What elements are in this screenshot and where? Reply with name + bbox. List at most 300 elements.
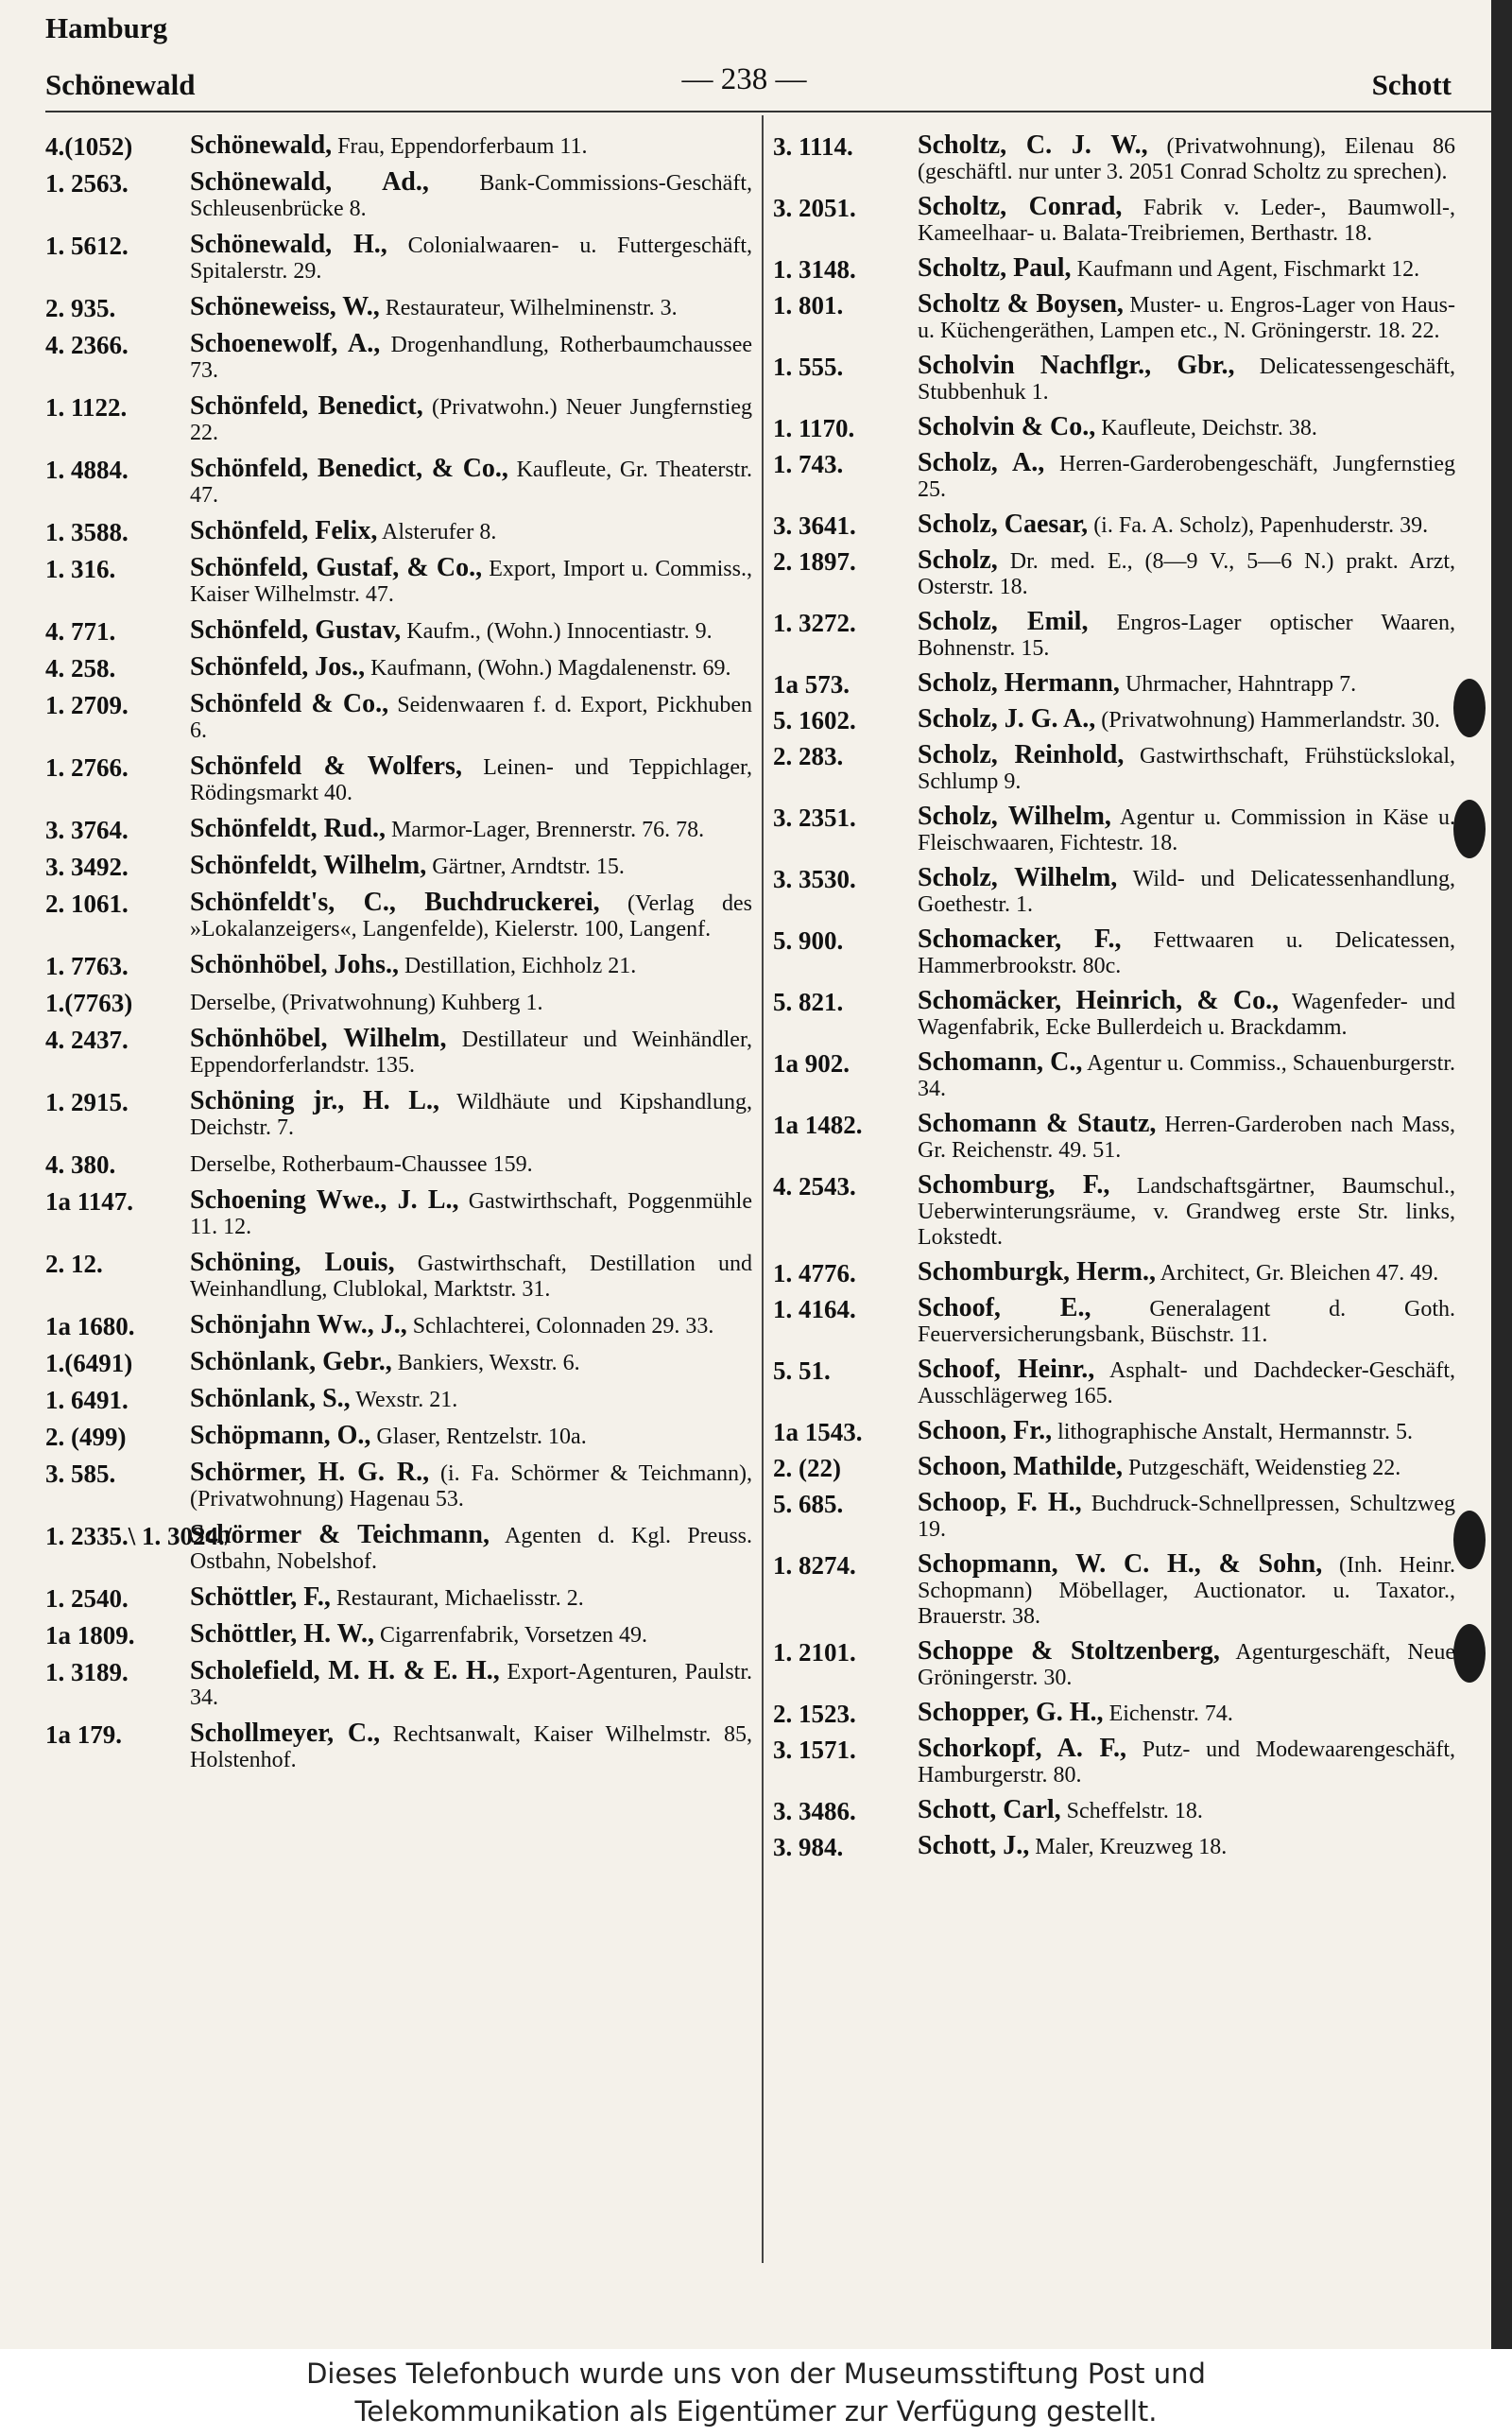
footer-line: Dieses Telefonbuch wurde uns von der Museumsstiftung Post und: [306, 2358, 1206, 2390]
phone-number: 2. 1061.: [45, 890, 129, 918]
subscriber-details: Gärtner, Arndtstr. 15.: [432, 855, 625, 879]
subscriber-name: Schönfeldt, Wilhelm,: [190, 851, 427, 880]
phone-number: 1a 902.: [773, 1049, 850, 1078]
entry-text: [918, 670, 1455, 698]
directory-entry: [773, 1551, 1455, 1630]
phone-number: 3. 3641.: [773, 511, 856, 540]
subscriber-details: Buchdruck-Schnellpressen, Schultzweg 19.: [918, 1492, 1455, 1542]
entry-text: [918, 132, 1455, 185]
entry-text: [190, 1026, 752, 1079]
entry-text: [190, 989, 752, 1016]
phone-number: 1. 2540.: [45, 1584, 129, 1613]
subscriber-details: Putzgeschäft, Weidenstieg 22.: [1128, 1456, 1401, 1480]
phone-number: 1. 4884.: [45, 456, 129, 484]
subscriber-details: (Verlag des »Lokalanzeigers«, Langenfelde), Kielerstr. 100, Langenf.: [190, 891, 752, 942]
phone-number: 5. 685.: [773, 1490, 844, 1518]
directory-entry: [773, 1295, 1455, 1348]
directory-entry: [45, 169, 752, 222]
phone-number: 2. 935.: [45, 294, 116, 322]
subscriber-name: Scholz,: [918, 545, 998, 575]
subscriber-name: Schönhöbel, Wilhelm,: [190, 1024, 447, 1053]
subscriber-name: Schorkopf, A. F.,: [918, 1734, 1127, 1763]
subscriber-name: Schomann & Stautz,: [918, 1109, 1157, 1138]
phone-number: 4. 771.: [45, 617, 116, 646]
subscriber-details: Dr. med. E., (8—9 V., 5—6 N.) prakt. Arzt, Osterstr. 18.: [918, 549, 1456, 599]
subscriber-name: Schönhöbel, Johs.,: [190, 950, 399, 979]
subscriber-details: Destillation, Eichholz 21.: [404, 954, 637, 978]
phone-number: 3. 3492.: [45, 853, 129, 881]
phone-number: 1. 1122.: [45, 393, 128, 422]
phone-number: 1. 4164.: [773, 1295, 856, 1323]
entry-text: [190, 753, 752, 806]
directory-entry: [773, 609, 1455, 662]
subscriber-name: Schönlank, Gebr.,: [190, 1347, 392, 1376]
phone-number: 1. 316.: [45, 555, 116, 583]
entry-text: [918, 291, 1455, 344]
directory-entry: [773, 803, 1455, 856]
column-divider: [762, 115, 764, 2263]
directory-entry: [773, 1736, 1455, 1788]
directory-entry: [773, 1833, 1455, 1860]
entry-text: [918, 1797, 1455, 1824]
phone-number: 1a 179.: [45, 1720, 122, 1749]
subscriber-details: Eichenstr. 74.: [1108, 1702, 1233, 1726]
subscriber-details: Restaurateur, Wilhelminenstr. 3.: [385, 296, 678, 320]
phone-number: 4. 2437.: [45, 1026, 129, 1054]
phone-number: 4.(1052): [45, 132, 133, 161]
entry-text: [918, 1111, 1455, 1164]
directory-entry: [45, 1349, 752, 1376]
entry-text: [190, 456, 752, 509]
directory-entry: [773, 353, 1455, 406]
entry-text: [918, 865, 1455, 918]
entry-text: [918, 1259, 1455, 1287]
entry-text: [190, 132, 752, 160]
phone-number: 1. 2915.: [45, 1088, 129, 1116]
phone-number: 1. 3148.: [773, 255, 856, 284]
directory-entry: [45, 1584, 752, 1612]
directory-entry: [45, 555, 752, 608]
entry-text: [190, 1088, 752, 1141]
subscriber-details: Agentur u. Commiss., Schauenburgerstr. 34.: [918, 1051, 1455, 1101]
phone-number: 1a 1482.: [773, 1111, 863, 1139]
directory-entry: [45, 331, 752, 384]
directory-entry: [45, 1250, 752, 1303]
right-column: [773, 132, 1455, 1869]
subscriber-name: Scholtz, C. J. W.,: [918, 130, 1148, 160]
ink-blot: [1453, 679, 1486, 737]
entry-text: [918, 1833, 1455, 1860]
ink-blot: [1453, 800, 1486, 858]
subscriber-details: Leinen- und Teppichlager, Rödingsmarkt 40.: [190, 755, 752, 805]
entry-text: [190, 1187, 752, 1240]
directory-entry: [45, 989, 752, 1016]
subscriber-name: Schöttler, H. W.,: [190, 1619, 374, 1649]
phone-number: 3. 2351.: [773, 803, 856, 832]
subscriber-details: Herren-Garderobengeschäft, Jungfernstieg 25.: [918, 452, 1455, 502]
entry-text: [190, 1349, 752, 1376]
subscriber-name: Scholz, Hermann,: [918, 668, 1120, 698]
phone-number: 3. 984.: [773, 1833, 844, 1861]
phone-number: 5. 1602.: [773, 706, 856, 734]
subscriber-name: Scholz, Reinhold,: [918, 740, 1125, 769]
phone-number: 1a 1147.: [45, 1187, 134, 1216]
subscriber-name: Schönewald, Ad.,: [190, 167, 429, 197]
directory-entry: [773, 742, 1455, 795]
phone-number: 1. 5612.: [45, 232, 129, 260]
entry-text: [190, 1621, 752, 1649]
entry-text: [918, 1700, 1455, 1727]
footer-line: Telekommunikation als Eigentümer zur Verfügung gestellt.: [354, 2395, 1158, 2427]
directory-entry: [45, 1312, 752, 1339]
subscriber-details: (Inh. Heinr. Schopmann) Möbellager, Auctionator. u. Taxator., Brauerstr. 38.: [918, 1553, 1456, 1629]
phone-number: 2. 1897.: [773, 547, 856, 576]
subscriber-details: Gastwirthschaft, Frühstückslokal, Schlump 9.: [918, 744, 1455, 794]
subscriber-name: Scholz, Wilhelm,: [918, 863, 1118, 892]
directory-entry: [773, 1490, 1455, 1543]
subscriber-name: Schönfeld & Co.,: [190, 689, 389, 718]
subscriber-details: Export, Import u. Commiss., Kaiser Wilhelmstr. 47.: [190, 557, 752, 607]
subscriber-details: Uhrmacher, Hahntrapp 7.: [1125, 672, 1357, 697]
subscriber-details: (Privatwohn.) Neuer Jungfernstieg 22.: [190, 395, 753, 445]
subscriber-details: Kaufleute, Gr. Theaterstr. 47.: [190, 458, 753, 508]
phone-number: 1. 2709.: [45, 691, 129, 719]
subscriber-details: Generalagent d. Goth. Feuerversicherungsbank, Büschstr. 11.: [918, 1297, 1455, 1347]
entry-text: [190, 952, 752, 979]
subscriber-details: Agenturgeschäft, Neue Gröningerstr. 30.: [918, 1640, 1455, 1690]
subscriber-name: Schöttler, F.,: [190, 1582, 331, 1612]
entry-text: [190, 816, 752, 843]
subscriber-name: Schoenewolf, A.,: [190, 329, 381, 358]
subscriber-details: (Privatwohnung) Hammerlandstr. 30.: [1101, 708, 1440, 733]
subscriber-name: Schönfeldt, Rud.,: [190, 814, 386, 843]
subscriber-details: Seidenwaaren f. d. Export, Pickhuben 6.: [190, 693, 753, 743]
subscriber-details: Bankiers, Wexstr. 6.: [397, 1351, 580, 1375]
phone-number: 1. 6491.: [45, 1386, 129, 1414]
subscriber-details: (i. Fa. A. Scholz), Papenhuderstr. 39.: [1093, 513, 1429, 538]
dark-page-edge: [1491, 0, 1512, 2349]
phone-number: 3. 1571.: [773, 1736, 856, 1764]
phone-number: 1a 1543.: [773, 1418, 863, 1446]
entry-text: [918, 194, 1455, 247]
entry-text: [190, 518, 752, 545]
subscriber-details: Wild- und Delicatessenhandlung, Goethestr. 1.: [918, 867, 1455, 917]
subscriber-name: Scholz, Emil,: [918, 607, 1089, 636]
entry-text: [190, 1250, 752, 1303]
subscriber-name: Schöning, Louis,: [190, 1248, 395, 1277]
directory-entry: [45, 1423, 752, 1450]
entry-text: [918, 1638, 1455, 1691]
subscriber-details: Fettwaaren u. Delicatessen, Hammerbrookstr. 80c.: [918, 928, 1455, 978]
directory-entry: [773, 414, 1455, 441]
phone-number: 1. 4776.: [773, 1259, 856, 1287]
phone-number: 3. 3486.: [773, 1797, 856, 1825]
entry-text: [190, 853, 752, 880]
directory-entry: [45, 132, 752, 160]
directory-entry: [45, 816, 752, 843]
subscriber-details: Kaufmann und Agent, Fischmarkt 12.: [1076, 257, 1420, 282]
subscriber-details: Alsterufer 8.: [382, 520, 497, 544]
phone-number: 1a 1809.: [45, 1621, 135, 1650]
subscriber-details: Restaurant, Michaelisstr. 2.: [335, 1586, 584, 1611]
subscriber-details: Destillateur und Weinhändler, Eppendorferlandstr. 135.: [190, 1028, 752, 1078]
phone-number: 1. 2335.\ 1. 3024./: [45, 1522, 232, 1550]
directory-entry: [773, 547, 1455, 600]
subscriber-details: Cigarrenfabrik, Vorsetzen 49.: [380, 1623, 648, 1648]
subscriber-details: Derselbe, Rotherbaum-Chaussee 159.: [190, 1152, 533, 1177]
phone-number: 1. 555.: [773, 353, 844, 381]
subscriber-details: Kaufmann, (Wohn.) Magdalenenstr. 69.: [370, 656, 731, 681]
subscriber-name: Schönewald,: [190, 130, 333, 160]
phone-number: 1. 8274.: [773, 1551, 856, 1580]
entry-text: [918, 255, 1455, 283]
subscriber-name: Schöning jr., H. L.,: [190, 1086, 439, 1115]
subscriber-name: Schönewald, H.,: [190, 230, 387, 259]
directory-entry: [773, 670, 1455, 698]
directory-entry: [45, 1720, 752, 1773]
phone-number: 1a 1680.: [45, 1312, 135, 1340]
entry-text: [918, 1295, 1455, 1348]
subscriber-details: Agenten d. Kgl. Preuss. Ostbahn, Nobelshof.: [190, 1524, 752, 1574]
phone-number: 3. 2051.: [773, 194, 856, 222]
subscriber-name: Schomann, C.,: [918, 1047, 1083, 1077]
phone-number: 1. 743.: [773, 450, 844, 478]
subscriber-name: Schörmer & Teichmann,: [190, 1520, 490, 1549]
subscriber-details: Kaufm., (Wohn.) Innocentiastr. 9.: [406, 619, 713, 644]
entry-text: [190, 1150, 752, 1178]
directory-entry: [773, 865, 1455, 918]
subscriber-details: Export-Agenturen, Paulstr. 34.: [190, 1660, 753, 1710]
subscriber-name: Scholvin Nachflgr., Gbr.,: [918, 351, 1235, 380]
phone-number: 5. 821.: [773, 988, 844, 1016]
directory-entry: [773, 132, 1455, 185]
entry-text: [918, 1551, 1455, 1630]
phone-number: 2. (499): [45, 1423, 127, 1451]
directory-entry: [45, 617, 752, 645]
subscriber-name: Schoening Wwe., J. L.,: [190, 1185, 459, 1215]
directory-entry: [45, 1658, 752, 1711]
entry-text: [190, 1460, 752, 1512]
directory-entry: [773, 511, 1455, 539]
directory-entry: [45, 1026, 752, 1079]
entry-text: [918, 1454, 1455, 1481]
subscriber-details: Agentur u. Commission in Käse u. Fleischwaaren, Fichtestr. 18.: [918, 805, 1455, 855]
subscriber-details: Colonialwaaren- u. Futtergeschäft, Spitalerstr. 29.: [190, 233, 752, 284]
directory-entry: [773, 450, 1455, 503]
subscriber-details: Wagenfeder- und Wagenfabrik, Ecke Bullerdeich u. Brackdamm.: [918, 990, 1455, 1040]
subscriber-name: Schomacker, F.,: [918, 924, 1122, 954]
subscriber-name: Scholtz, Conrad,: [918, 192, 1123, 221]
subscriber-name: Schott, Carl,: [918, 1795, 1061, 1824]
directory-entry: [45, 654, 752, 682]
entry-text: [190, 169, 752, 222]
ink-blot: [1453, 1511, 1486, 1569]
directory-entry: [45, 1386, 752, 1413]
subscriber-details: (i. Fa. Schörmer & Teichmann), (Privatwohnung) Hagenau 53.: [190, 1461, 753, 1512]
subscriber-name: Schoof, Heinr.,: [918, 1355, 1095, 1384]
phone-number: 4. 380.: [45, 1150, 116, 1179]
entry-text: [190, 890, 752, 942]
directory-entry: [773, 194, 1455, 247]
footer-notice: [0, 2349, 1512, 2436]
subscriber-name: Schönfeld, Benedict, & Co.,: [190, 454, 508, 483]
entry-text: [190, 691, 752, 744]
subscriber-details: Gastwirthschaft, Destillation und Weinhandlung, Clublokal, Marktstr. 31.: [190, 1252, 752, 1302]
left-column: [45, 132, 752, 1783]
entry-text: [190, 617, 752, 645]
subscriber-name: Schoppe & Stoltzenberg,: [918, 1636, 1220, 1666]
phone-number: 1. 7763.: [45, 952, 129, 980]
directory-entry: [45, 232, 752, 285]
directory-entry: [45, 853, 752, 880]
entry-text: [190, 1584, 752, 1612]
subscriber-details: Delicatessengeschäft, Stubbenhuk 1.: [918, 354, 1456, 405]
directory-entry: [45, 691, 752, 744]
entry-text: [918, 450, 1455, 503]
subscriber-details: Muster- u. Engros-Lager von Haus- u. Küchengeräthen, Lampen etc., N. Gröningerstr. 18. 22.: [918, 293, 1456, 343]
subscriber-name: Schörmer, H. G. R.,: [190, 1458, 430, 1487]
phone-number: 2. 1523.: [773, 1700, 856, 1728]
header-rule: [45, 111, 1491, 112]
subscriber-details: Putz- und Modewaarengeschäft, Hamburgerstr. 80.: [918, 1737, 1455, 1788]
entry-text: [190, 1658, 752, 1711]
entry-text: [918, 1490, 1455, 1543]
entry-text: [918, 1418, 1455, 1445]
entry-text: [918, 1736, 1455, 1788]
phone-number: 1.(7763): [45, 989, 133, 1017]
directory-entry: [45, 1522, 752, 1575]
directory-entry: [773, 1797, 1455, 1824]
subscriber-details: Architect, Gr. Bleichen 47. 49.: [1160, 1261, 1439, 1286]
subscriber-name: Schönfeld, Jos.,: [190, 652, 366, 682]
phone-number: 1. 3272.: [773, 609, 856, 637]
entry-text: [190, 555, 752, 608]
phone-number: 1. 2766.: [45, 753, 129, 782]
entry-text: [918, 803, 1455, 856]
entry-text: [918, 988, 1455, 1041]
directory-entry: [45, 890, 752, 942]
directory-entry: [773, 255, 1455, 283]
subscriber-details: Maler, Kreuzweg 18.: [1035, 1835, 1228, 1859]
entry-text: [190, 654, 752, 682]
phone-number: 1. 3588.: [45, 518, 129, 546]
phone-number: 5. 900.: [773, 926, 844, 955]
directory-entry: [45, 294, 752, 321]
subscriber-details: Kaufleute, Deichstr. 38.: [1101, 416, 1317, 441]
subscriber-details: Herren-Garderoben nach Mass, Gr. Reichenstr. 49. 51.: [918, 1113, 1455, 1163]
subscriber-name: Schott, J.,: [918, 1831, 1030, 1860]
page-number: — 238 —: [681, 62, 807, 96]
phone-number: 2. 283.: [773, 742, 844, 770]
entry-text: [190, 232, 752, 285]
directory-entry: [45, 1460, 752, 1512]
entry-text: [918, 706, 1455, 734]
directory-entry: [773, 1356, 1455, 1409]
directory-entry: [45, 456, 752, 509]
subscriber-details: Engros-Lager optischer Waaren, Bohnenstr. 15.: [918, 611, 1455, 661]
right-keyword: Schott: [1371, 68, 1452, 101]
subscriber-details: lithographische Anstalt, Hermannstr. 5.: [1057, 1420, 1414, 1444]
subscriber-name: Scholefield, M. H. & E. H.,: [190, 1656, 500, 1685]
phone-number: 5. 51.: [773, 1356, 831, 1385]
entry-text: [918, 609, 1455, 662]
subscriber-name: Schöpmann, O.,: [190, 1421, 371, 1450]
entry-text: [190, 393, 752, 446]
subscriber-details: Gastwirthschaft, Poggenmühle 11. 12.: [190, 1189, 753, 1239]
entry-text: [918, 926, 1455, 979]
phone-number: 3. 1114.: [773, 132, 853, 161]
entry-text: [190, 1720, 752, 1773]
directory-entry: [773, 1259, 1455, 1287]
phone-number: 1. 1170.: [773, 414, 855, 442]
directory-entry: [45, 518, 752, 545]
directory-entry: [45, 393, 752, 446]
subscriber-details: Marmor-Lager, Brennerstr. 76. 78.: [390, 818, 705, 842]
entry-text: [190, 1423, 752, 1450]
directory-entry: [773, 1049, 1455, 1102]
directory-entry: [773, 926, 1455, 979]
subscriber-name: Schönfeld, Benedict,: [190, 391, 423, 421]
directory-entry: [773, 706, 1455, 734]
subscriber-details: Glaser, Rentzelstr. 10a.: [376, 1425, 587, 1449]
directory-entry: [773, 291, 1455, 344]
subscriber-name: Schönfeld & Wolfers,: [190, 752, 462, 781]
phone-number: 1. 3189.: [45, 1658, 129, 1686]
directory-entry: [45, 1150, 752, 1178]
subscriber-name: Schomäcker, Heinrich, & Co.,: [918, 986, 1280, 1015]
subscriber-details: Schlachterei, Colonnaden 29. 33.: [412, 1314, 714, 1339]
subscriber-name: Schomburgk, Herm.,: [918, 1257, 1156, 1287]
directory-entry: [773, 988, 1455, 1041]
subscriber-name: Scholtz & Boysen,: [918, 289, 1124, 319]
phone-number: 3. 3764.: [45, 816, 129, 844]
subscriber-name: Schoop, F. H.,: [918, 1488, 1082, 1517]
directory-entry: [45, 1621, 752, 1649]
phone-number: 2. (22): [773, 1454, 841, 1482]
phone-number: 1. 801.: [773, 291, 844, 320]
subscriber-name: Scholz, Caesar,: [918, 510, 1089, 539]
subscriber-name: Scholtz, Paul,: [918, 253, 1072, 283]
phone-number: 2. 12.: [45, 1250, 103, 1278]
subscriber-details: Bank-Commissions-Geschäft, Schleusenbrücke 8.: [190, 171, 752, 221]
subscriber-details: Drogenhandlung, Rotherbaumchaussee 73.: [190, 333, 753, 383]
subscriber-name: Schopmann, W. C. H., & Sohn,: [918, 1549, 1323, 1579]
directory-entry: [45, 1187, 752, 1240]
entry-text: [190, 1386, 752, 1413]
subscriber-details: Fabrik v. Leder-, Baumwoll-, Kameelhaar- u. Balata-Treibriemen, Berthastr. 18.: [918, 196, 1455, 246]
subscriber-name: Schöneweiss, W.,: [190, 292, 380, 321]
phone-number: 4. 2543.: [773, 1172, 856, 1201]
subscriber-details: Asphalt- und Dachdecker-Geschäft, Ausschlägerweg 165.: [918, 1358, 1455, 1408]
subscriber-name: Schönfeldt's, C., Buchdruckerei,: [190, 888, 600, 917]
subscriber-name: Schönfeld, Gustaf, & Co.,: [190, 553, 483, 582]
directory-entry: [773, 1454, 1455, 1481]
directory-entry: [773, 1700, 1455, 1727]
subscriber-name: Scholz, J. G. A.,: [918, 704, 1096, 734]
subscriber-details: Wildhäute und Kipshandlung, Deichstr. 7.: [190, 1090, 752, 1140]
phone-number: 3. 585.: [45, 1460, 116, 1488]
directory-entry: [773, 1418, 1455, 1445]
phone-number: 1. 2563.: [45, 169, 129, 198]
entry-text: [918, 1356, 1455, 1409]
subscriber-details: Landschaftsgärtner, Baumschul., Ueberwinterungsräume, v. Grandweg erste Str. links, Lokstedt.: [918, 1174, 1455, 1250]
subscriber-details: Derselbe, (Privatwohnung) Kuhberg 1.: [190, 991, 543, 1015]
subscriber-name: Schönlank, S.,: [190, 1384, 351, 1413]
phone-number: 4. 2366.: [45, 331, 129, 359]
phone-number: 3. 3530.: [773, 865, 856, 893]
city-heading: Hamburg: [45, 11, 168, 44]
subscriber-name: Schönjahn Ww., J.,: [190, 1310, 407, 1339]
